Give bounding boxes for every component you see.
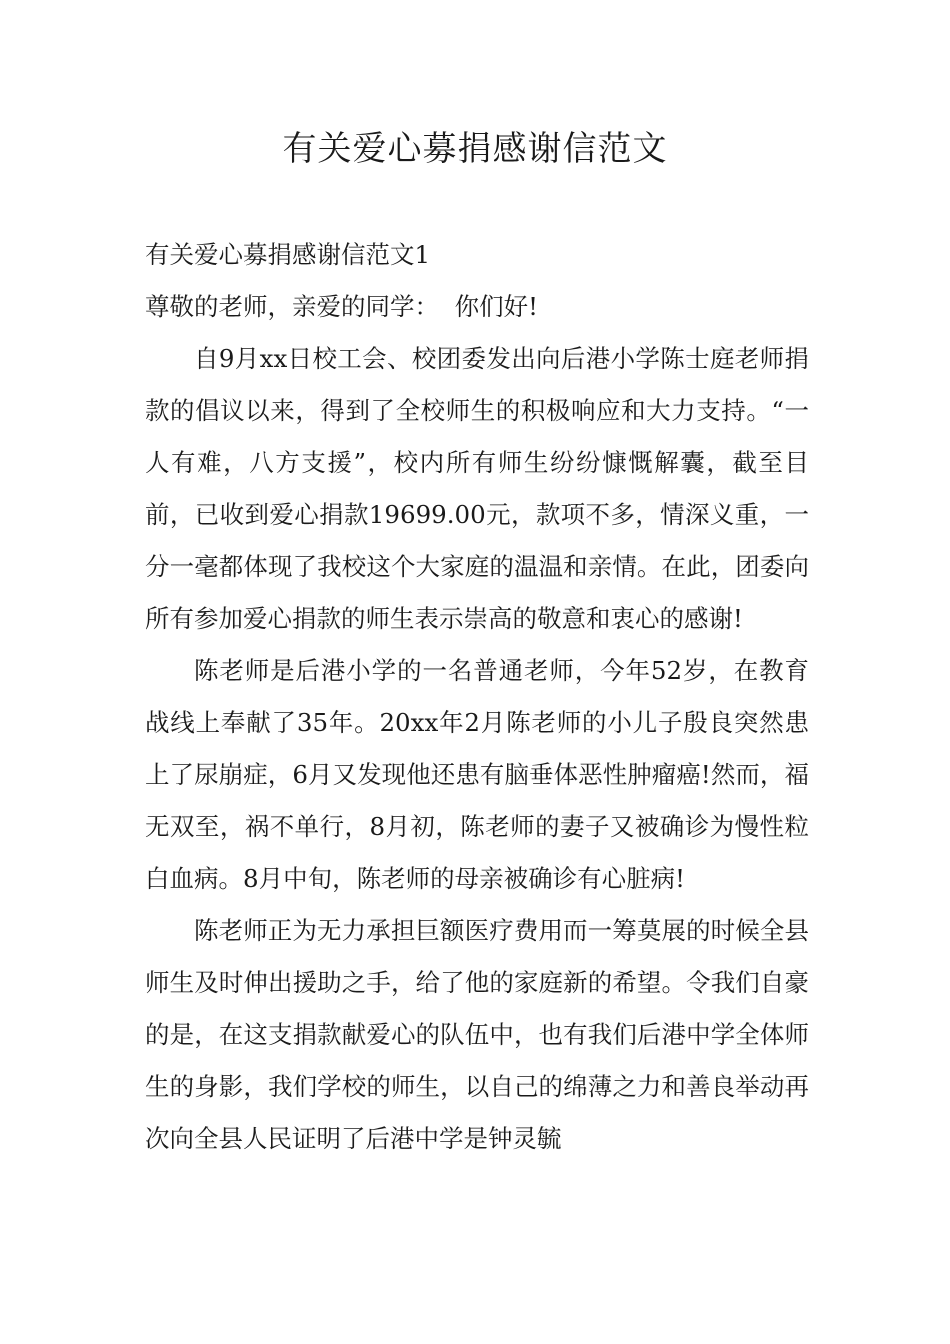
paragraph-3: 陈老师正为无力承担巨额医疗费用而一筹莫展的时候全县师生及时伸出援助之手，给了他的家庭新的希望。令我们自豪的是，在这支捐款献爱心的队伍中，也有我们后港中学全体师生的身影，我们学校的师生，以自己的绵薄之力和善良举动再次向全县人民证明了后港中学是钟灵毓	[145, 916, 809, 1153]
paragraph-2: 陈老师是后港小学的一名普通老师，今年52岁，在教育战线上奉献了35年。20xx年2月陈老师的小儿子殷良突然患上了尿崩症，6月又发现他还患有脑垂体恶性肿瘤癌!然而，福无双至，祸不单行，8月初，陈老师的妻子又被确诊为慢性粒白血病。8月中旬，陈老师的母亲被确诊有心脏病!	[145, 656, 809, 893]
paragraph-1: 自9月xx日校工会、校团委发出向后港小学陈士庭老师捐款的倡议以来，得到了全校师生的积极响应和大力支持。“一人有难，八方支援”，校内所有师生纷纷慷慨解囊，截至目前，已收到爱心捐款19699.00元，款项不多，情深义重，一分一毫都体现了我校这个大家庭的温温和亲情。在此，团委向所有参加爱心捐款的师生表示崇高的敬意和衷心的感谢!	[145, 344, 809, 633]
document-body	[145, 229, 809, 1165]
salutation: 尊敬的老师，亲爱的同学： 你们好!	[145, 292, 538, 321]
document-title: 有关爱心募捐感谢信范文	[282, 129, 668, 169]
document-subtitle: 有关爱心募捐感谢信范文1	[145, 240, 431, 269]
